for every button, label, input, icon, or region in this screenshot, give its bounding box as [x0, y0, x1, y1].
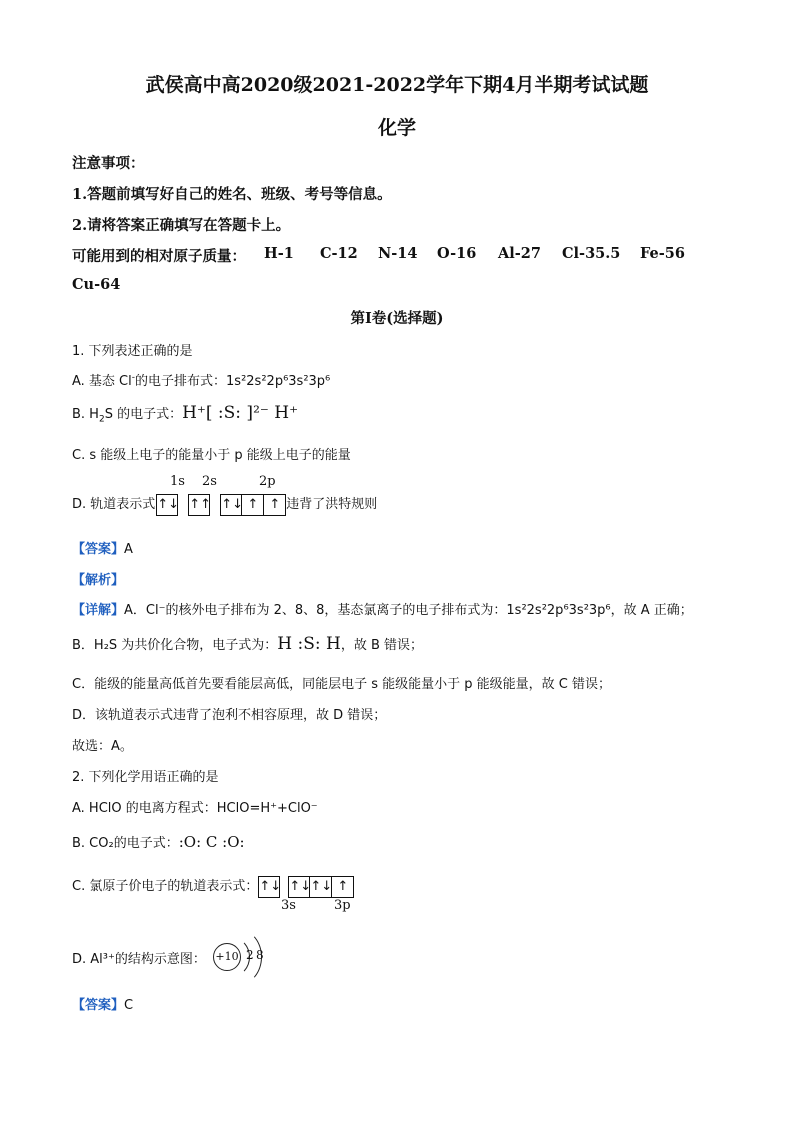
notes-item-2: 2.请将答案正确填写在答题卡上。	[72, 217, 291, 234]
atomic-mass-item: Al-27	[498, 245, 541, 262]
orbital-label: 2s	[202, 474, 217, 489]
shell-count: 2	[246, 948, 254, 962]
q1-option-c: C. s 能级上电子的能量小于 p 能级上电子的能量	[72, 448, 351, 463]
exam-title: 武侯高中高2020级2021-2022学年下期4月半期考试试题	[145, 74, 649, 96]
atomic-mass-item: C-12	[320, 245, 358, 262]
q1-detail-c: C．能级的能量高低首先要看能层高低，同能层电子 s 能级能量小于 p 能级能量，故 C 错误；	[72, 677, 611, 692]
orbital-diagram-3s: ↑↓	[258, 875, 280, 899]
atomic-mass-item: Fe-56	[640, 245, 685, 262]
h2s-electron-formula: H⁺[ :S: ]²⁻ H⁺	[182, 403, 299, 423]
orbital-diagram-1s: ↑↓	[156, 492, 178, 518]
q1-stem: 1. 下列表述正确的是	[72, 344, 193, 359]
orbital-label: 3p	[334, 898, 351, 913]
exam-subject: 化学	[377, 117, 416, 139]
orbital-label: 3s	[281, 898, 296, 913]
q2-stem: 2. 下列化学用语正确的是	[72, 770, 219, 785]
q1-detail-a: 【详解】A．Cl⁻的核外电子排布为 2、8、8，基态氯离子的电子排布式为：1s²2s²2p⁶3s²3p⁶，故 A 正确；	[72, 603, 693, 618]
orbital-diagram-2s: ↑↑	[188, 492, 210, 518]
atomic-masses-label: 可能用到的相对原子质量：	[72, 248, 246, 265]
atomic-mass-item: Cl-35.5	[562, 245, 621, 262]
atomic-mass-item: Cu-64	[72, 276, 121, 293]
atomic-mass-item: H-1	[264, 245, 294, 262]
q1-option-a: A. 基态 Cl-的电子排布式：1s²2s²2p⁶3s²3p⁶	[72, 372, 331, 389]
orbital-label: 2p	[259, 474, 276, 489]
shell-count: 8	[256, 948, 264, 962]
notes-item-1: 1.答题前填写好自己的姓名、班级、考号等信息。	[72, 186, 392, 203]
q1-detail-b: B．H₂S 为共价化合物，电子式为：H :S: H，故 B 错误；	[72, 634, 424, 654]
q2-answer: 【答案】C	[72, 998, 134, 1013]
q1-option-d: D. 轨道表示式 ↑↓ ↑↑ ↑↓ ↑ ↑ 违背了洪特规则	[72, 492, 377, 518]
q2-option-d: D. Al³⁺的结构示意图：	[72, 952, 206, 967]
notes-heading: 注意事项：	[72, 155, 145, 172]
h2s-correct-formula: H :S: H	[277, 634, 341, 654]
q1-option-b: B. $H_2S$ 的电子式：H⁺[ :S: ]²⁻ H⁺	[72, 403, 299, 425]
q2-option-a: A. HClO 的电离方程式：HClO=H⁺+ClO⁻	[72, 801, 318, 816]
atomic-mass-item: O-16	[437, 245, 477, 262]
orbital-diagram-2p: ↑↓ ↑ ↑	[220, 492, 286, 518]
al-nucleus: +10	[213, 943, 241, 971]
q1-detail-d: D．该轨道表示式违背了泡利不相容原理，故 D 错误；	[72, 708, 387, 723]
orbital-label: 1s	[170, 474, 185, 489]
atomic-mass-item: N-14	[378, 245, 418, 262]
orbital-diagram-3p: ↑↓↑↓ ↑	[288, 875, 354, 899]
section-title: 第I卷(选择题)	[350, 310, 444, 327]
q1-conclusion: 故选：A。	[72, 739, 133, 754]
q1-answer: 【答案】A	[72, 542, 133, 557]
q1-analysis-label: 【解析】	[72, 573, 125, 588]
q2-option-c: C. 氯原子价电子的轨道表示式：↑↓ ↑↓↑↓ ↑	[72, 875, 364, 899]
q2-option-b: B. CO₂的电子式：:O: C :O:	[72, 833, 245, 851]
co2-electron-formula: :O: C :O:	[178, 833, 245, 851]
